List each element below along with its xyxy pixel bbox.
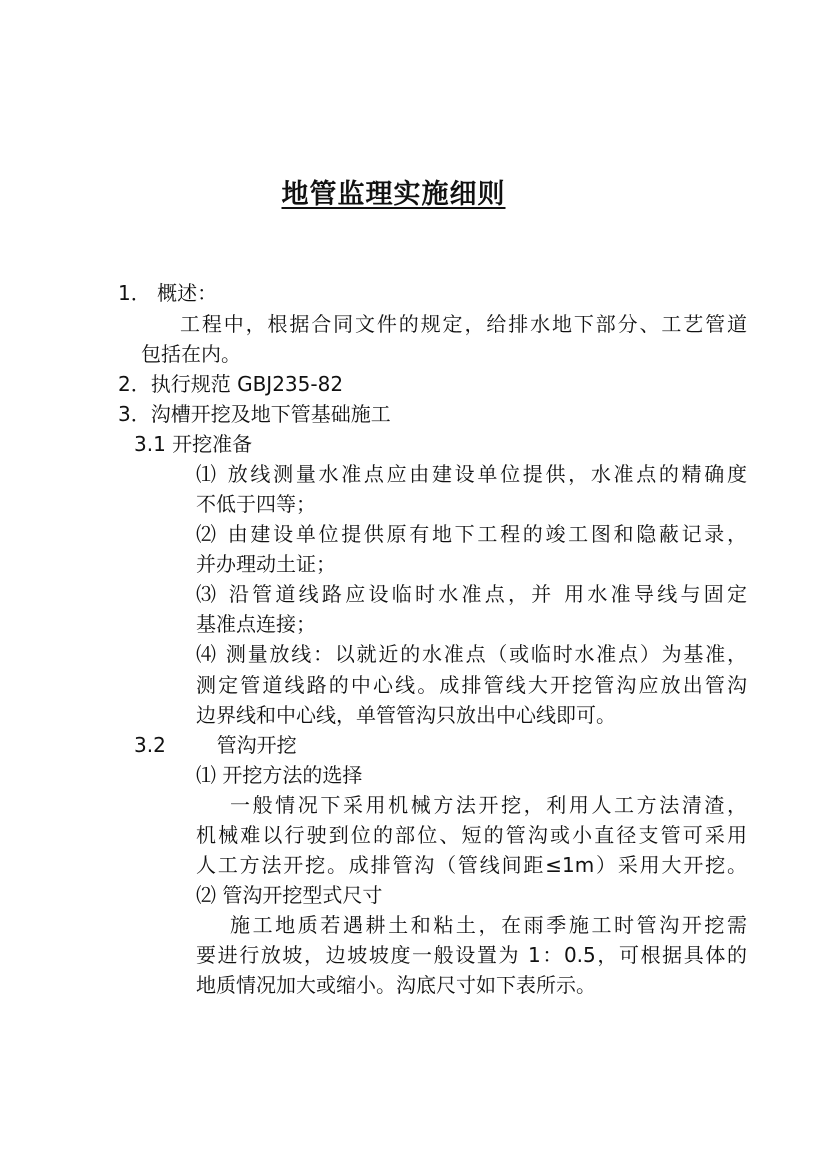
- section-1-heading: 1． 概述：: [118, 281, 218, 305]
- list-item-2b: ⑵ 管沟开挖型式尺寸: [196, 883, 383, 907]
- paragraph-line: 人工方法开挖。成排管沟（管线间距≤1m）采用大开挖。: [196, 853, 747, 877]
- list-item-2-cont: 并办理动土证；: [196, 552, 336, 576]
- list-item-4-cont: 测定管道线路的中心线。成排管线大开挖管沟应放出管沟: [196, 673, 747, 697]
- list-item-1-cont: 不低于四等；: [196, 492, 316, 516]
- list-item-3: ⑶ 沿管道线路应设临时水准点，并 用水准导线与固定: [196, 582, 747, 606]
- section-2-heading: 2．执行规范 GBJ235-82: [118, 372, 344, 396]
- list-item-1: ⑴ 放线测量水准点应由建设单位提供，水准点的精确度: [196, 462, 747, 486]
- list-item-4: ⑷ 测量放线：以就近的水准点（或临时水准点）为基准，: [196, 642, 747, 666]
- paragraph-line: 施工地质若遇耕土和粘土，在雨季施工时管沟开挖需: [230, 913, 747, 937]
- section-3-heading: 3．沟槽开挖及地下管基础施工: [118, 402, 391, 426]
- paragraph-line: 一般情况下采用机械方法开挖，利用人工方法清渣，: [230, 793, 747, 817]
- paragraph-line: 地质情况加大或缩小。沟底尺寸如下表所示。: [196, 973, 596, 997]
- paragraph-line: 工程中，根据合同文件的规定，给排水地下部分、工艺管道: [180, 312, 747, 336]
- list-item-3-cont: 基准点连接；: [196, 612, 316, 636]
- list-item-4-cont: 边界线和中心线，单管管沟只放出中心线即可。: [196, 703, 616, 727]
- list-item-2: ⑵ 由建设单位提供原有地下工程的竣工图和隐蔽记录，: [196, 522, 747, 546]
- document-title: 地管监理实施细则: [281, 179, 506, 210]
- paragraph-line: 要进行放坡，边坡坡度一般设置为 1：0.5，可根据具体的: [196, 943, 747, 967]
- paragraph-line: 机械难以行驶到位的部位、短的管沟或小直径支管可采用: [196, 823, 747, 847]
- subsection-3-2-heading: 3.2 管沟开挖: [134, 733, 297, 757]
- paragraph-line: 包括在内。: [141, 342, 241, 366]
- subsection-3-1-heading: 3.1 开挖准备: [134, 432, 253, 456]
- list-item-1b: ⑴ 开挖方法的选择: [196, 763, 363, 787]
